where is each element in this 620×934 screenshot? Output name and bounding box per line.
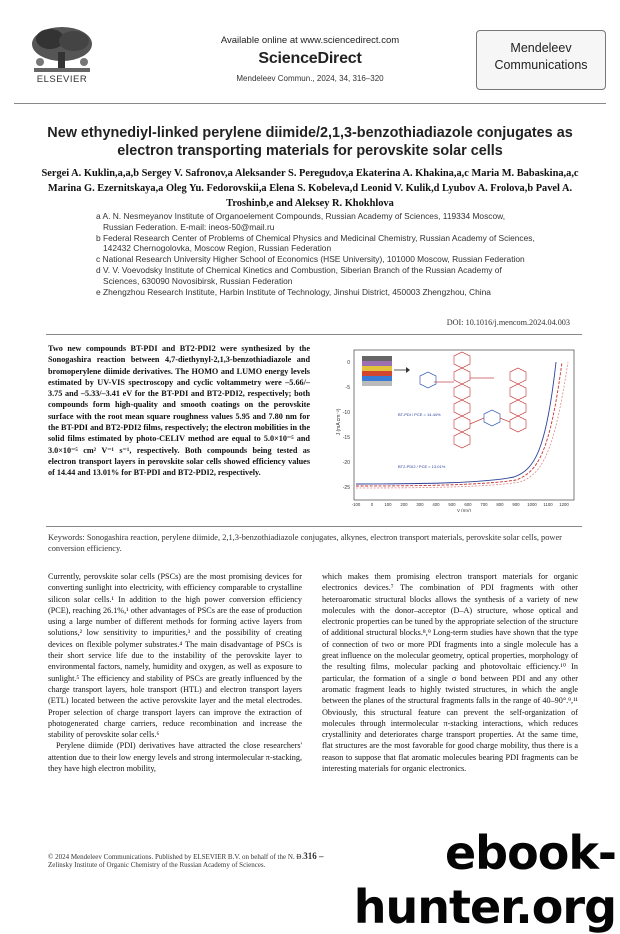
- available-online-line[interactable]: Available online at www.sciencedirect.com: [220, 35, 400, 46]
- y-tick: -20: [342, 460, 350, 466]
- y-tick: 0: [347, 360, 350, 366]
- x-tick: 500: [448, 502, 456, 507]
- x-tick: 1200: [559, 502, 569, 507]
- jv-curve-figure: [334, 342, 578, 512]
- abstract-top-rule: [46, 334, 582, 335]
- affiliation-c: c National Research University Higher School of Economics (HSE University), 101000 Moscow, Russian Federation: [96, 254, 525, 265]
- x-axis-label: V (mV): [457, 508, 471, 512]
- y-tick: -25: [342, 485, 350, 491]
- x-tick: 900: [512, 502, 520, 507]
- tree-emblem-icon: [24, 24, 100, 76]
- y-tick: -15: [342, 435, 350, 441]
- affiliation-e: e Zhengzhou Research Institute, Harbin Institute of Technology, Jinshui District, 450003 Zhengzhou, China: [96, 286, 491, 297]
- y-tick: -10: [342, 410, 350, 416]
- x-tick: 200: [400, 502, 408, 507]
- affiliation-d: d V. V. Voevodsky Institute of Chemical Kinetics and Combustion, Siberian Branch of the Russian Academy of Sciences, 630090 Novosibirsk, Russian Federation: [96, 264, 502, 286]
- x-tick: 0: [370, 502, 374, 507]
- publisher-logo-text: ELSEVIER: [36, 74, 88, 85]
- citation-line: Mendeleev Commun., 2024, 34, 316–320: [236, 74, 384, 83]
- x-tick: 600: [464, 502, 472, 507]
- pce-label-top: BT-PDI / PCE = 14.44%: [398, 412, 441, 417]
- x-tick: 700: [480, 502, 488, 507]
- y-tick: -5: [345, 385, 350, 391]
- copyright-notice: © 2024 Mendeleev Communications. Published by ELSEVIER B.V. on behalf of the N. D. Zelinsky Institute of Organic Chemistry of the Russian Academy of Sciences.: [48, 853, 304, 869]
- author-list: Sergei A. Kuklin,a,a,b Sergey V. Safronov,a Aleksander S. Peregudov,a Ekaterina A. Khakina,a,c Maria M. Babaskina,a,c Marina G. Ezernitskaya,a Oleg Yu. Fedorovskii,a Elena S. Kobeleva,d Leonid V. Kulik,d Lyubov A. Frolova,b Pavel A. Troshinb,e and Aleksey R. Khokhlova: [41, 168, 579, 209]
- x-tick: 300: [416, 502, 424, 507]
- affiliations: [96, 211, 536, 297]
- affiliation-b: b Federal Research Center of Problems of Chemical Physics and Medicinal Chemistry, Russian Academy of Sciences, 142432 Chernogolovka, Moscow Region, Russian Federation: [96, 232, 535, 254]
- paragraph-pdi: Perylene diimide (PDI) derivatives have attracted the close researchers' attention due to their low energy levels and strong intermolecular π-stacking, they have high electron mobility,: [48, 741, 302, 774]
- paragraph-continued: which makes them promising electron transport materials for organic electronics devices.⁷ The combination of PDI fragments with other heteroaromatic structural blocks allows the synthesis of a variety of new molecules with the donor–acceptor (D–A) structure, whose optical and electronic properties can be tuned by the appropriate selection of the structure of additional structural blocks.⁸,⁹ Long-term studies have shown that the type of connection of two or more PDI fragments into a single molecule has a great influence on the molecular geometry, optical properties, morphology of the resulting films, molecular packing and photovoltaic efficiency.¹⁰ In particular, the formation of a single σ bond between PDI and any other aromatic fragment leads to highly twisted structures, in which the angle between the planes of the structural fragments falls in the range of 40–90°.⁹,¹¹ Obviously, this structural feature can prevent the self-organization of molecules through intermolecular π-stacking interactions, which reduces crystallinity and deteriorates charge transport properties. At the same time, flat structures are the most favorable for good charge mobility, thus there is a reason to suppose that flat aromatic molecules bearing PDI fragments can be interesting materials for organic electronics.: [322, 572, 578, 774]
- journal-name: Mendeleev Communications: [494, 41, 588, 72]
- graphical-abstract: [334, 342, 578, 512]
- x-tick: -100: [351, 502, 361, 507]
- x-tick: 800: [496, 502, 504, 507]
- x-tick: 1000: [527, 502, 537, 507]
- affiliation-a: a A. N. Nesmeyanov Institute of Organoelement Compounds, Russian Academy of Sciences, 119334 Moscow, Russian Federation. E-mail: ineos-50@mail.ru: [96, 211, 506, 232]
- body-column-left: [48, 571, 302, 774]
- sciencedirect-wordmark[interactable]: ScienceDirect: [258, 50, 362, 67]
- x-tick: 400: [432, 502, 440, 507]
- doi-link[interactable]: DOI: 10.1016/j.mencom.2024.04.003: [446, 318, 570, 327]
- y-axis-label: J (mA cm⁻²): [336, 408, 342, 436]
- keywords: Keywords: Sonogashira reaction, perylene diimide, 2,1,3-benzothiadiazole conjugates, alkynes, electron transport materials, perovskite solar cells, power conversion efficiency.: [48, 533, 562, 553]
- x-tick: 1100: [543, 502, 553, 507]
- header-divider: [14, 103, 606, 104]
- abstract-text: Two new compounds BT-PDI and BT2-PDI2 were synthesized by the Sonogashira reaction between 4,7-diethynyl-2,1,3-benzothiadiazole and bromoperylene diimide derivatives. The HOMO and LUMO energy levels estimated by UV-VIS spectroscopy and cyclic voltammetry were –5.66/–3.75 and –5.33/–3.41 eV for the BT-PDI and BT2-PDI2, respectively; both compounds form high-quality and smooth coatings on the perovskite surface with the root mean square roughness values 5.95 and 7.80 nm for the BT-PDI and BT2-PDI2 films, respectively; the electron mobilities in the solid films estimated by photo-CELIV method are equal to 5.0×10⁻⁵ and 3.0×10⁻⁵ cm² V⁻¹ s⁻¹, respectively. Both compounds being tested as electron transport layers in perovskite solar cells showed efficiency values of 14.44 and 13.01% for BT-PDI and BT2-PDI2, respectively.: [48, 344, 310, 478]
- abstract-bottom-rule: [46, 526, 582, 527]
- pce-label-bottom: BT2-PDI2 / PCE = 13.01%: [398, 464, 446, 469]
- x-tick: 100: [384, 502, 392, 507]
- page-number: – 316 –: [296, 851, 324, 861]
- paragraph-intro: Currently, perovskite solar cells (PSCs) are the most promising devices for converting sunlight into electricity, with efficiency comparable to crystalline silicon solar cells.¹ In addition to the high power conversion efficiency (PCE), reaching 26.1%,¹ other advantages of PSCs are the ease of production using a large number of different methods for forming active layers from solutions,² low sensitivity to impurities,³ and the possibility of creating devices on flexible polymer substrates.⁴ The main disadvantage of PSCs is their short service life due to the instability of the perovskite layer to environmental factors, namely, humidity and oxygen, as well as exposure to sunlight.⁵ The efficiency and stability of PSCs are greatly influenced by the charge transport layers, hole transport (HTL) and electron transport layers (ETL) located between the active perovskite layer and the metal electrodes. Proper selection of charge transport layers can improve the extraction of photogenerated charge carriers, reduce recombination and increase the stability of perovskite solar cells.⁶: [48, 572, 302, 740]
- body-column-right: [322, 571, 578, 774]
- watermark: ebook-hunter.org: [353, 826, 616, 934]
- article-title: New ethynediyl-linked perylene diimide/2,1,3-benzothiadiazole conjugates as electron transporting materials for perovskite solar cells: [47, 125, 573, 159]
